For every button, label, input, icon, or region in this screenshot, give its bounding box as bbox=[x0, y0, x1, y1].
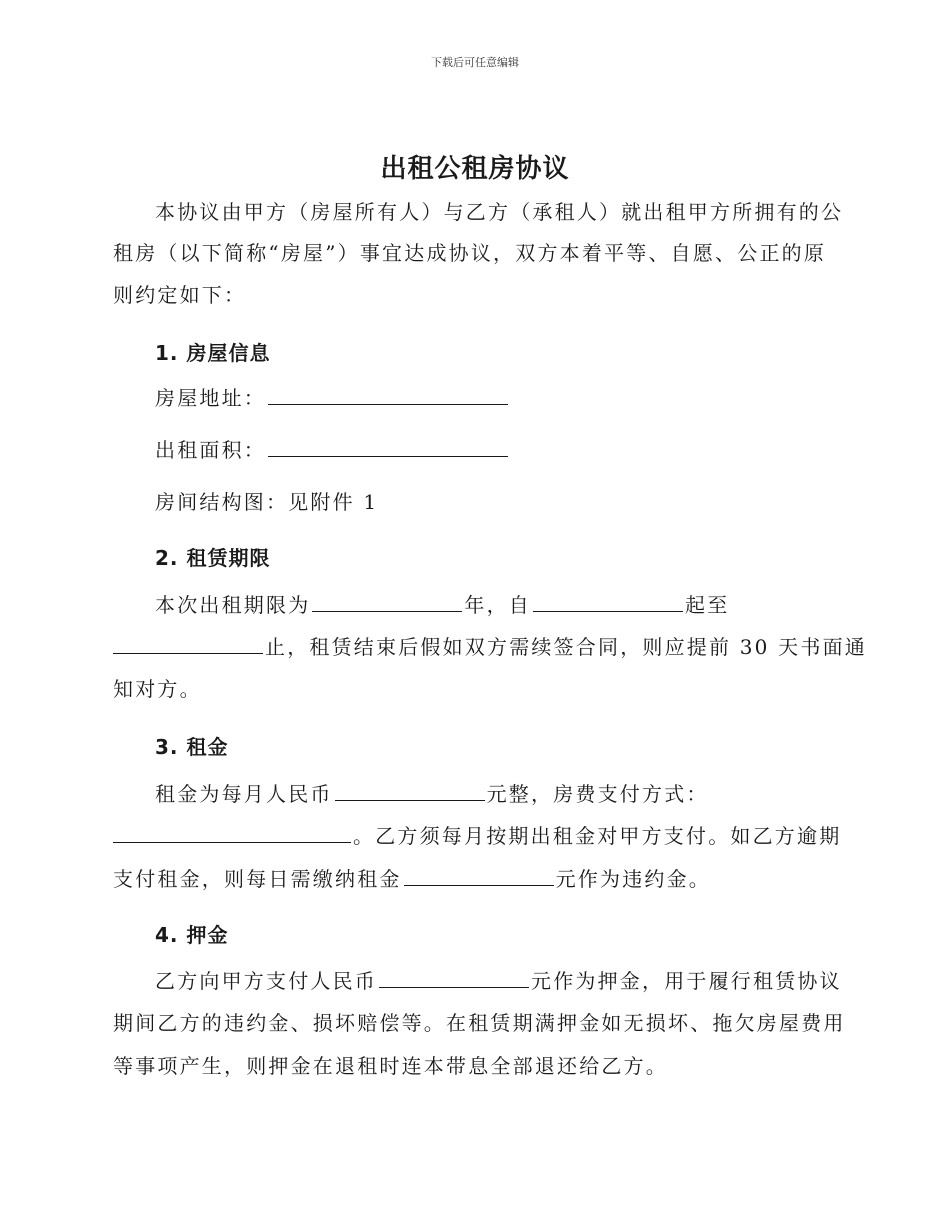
area-label: 出租面积： bbox=[155, 438, 266, 462]
document-title: 出租公租房协议 bbox=[380, 154, 570, 184]
rent-text-a: 租金为每月人民币 bbox=[155, 782, 333, 806]
term-end-blank[interactable] bbox=[113, 635, 263, 654]
section-1-heading: 1. 房屋信息 bbox=[155, 341, 271, 365]
intro-line-3: 则约定如下： bbox=[113, 283, 247, 307]
address-row bbox=[113, 375, 877, 421]
rent-text-b: 元整，房费支付方式： bbox=[486, 782, 709, 806]
deposit-text-a: 乙方向甲方支付人民币 bbox=[155, 969, 377, 993]
penalty-amount-blank[interactable] bbox=[404, 867, 554, 886]
intro-line-1: 本协议由甲方（房屋所有人）与乙方（承租人）就出租甲方所拥有的公 bbox=[155, 200, 844, 224]
address-label: 房屋地址： bbox=[155, 386, 266, 410]
term-start-blank[interactable] bbox=[533, 593, 683, 612]
term-line-2 bbox=[113, 624, 867, 670]
structure-row: 房间结构图：见附件 1 bbox=[155, 490, 379, 514]
page-header-note: 下载后可任意编辑 bbox=[431, 56, 519, 69]
address-blank[interactable] bbox=[268, 386, 508, 405]
deposit-text-b: 元作为押金，用于履行租赁协议 bbox=[531, 969, 842, 993]
intro-line-2: 租房（以下简称“房屋”）事宜达成协议，双方本着平等、自愿、公正的原 bbox=[113, 241, 827, 265]
deposit-amount-blank[interactable] bbox=[379, 969, 529, 988]
rent-line-2 bbox=[113, 813, 842, 859]
rent-amount-blank[interactable] bbox=[335, 782, 485, 801]
term-years-blank[interactable] bbox=[312, 593, 462, 612]
section-4-heading: 4. 押金 bbox=[155, 923, 229, 947]
term-text-c: 起至 bbox=[685, 593, 730, 617]
deposit-line-1 bbox=[113, 958, 877, 1004]
rent-text-c: 。乙方须每月按期出租金对甲方支付。如乙方逾期 bbox=[353, 824, 842, 848]
deposit-line-3: 等事项产生，则押金在退租时连本带息全部退还给乙方。 bbox=[113, 1054, 668, 1078]
term-text-a: 本次出租期限为 bbox=[155, 593, 311, 617]
rent-line-1 bbox=[113, 771, 877, 817]
term-text-b: 年，自 bbox=[464, 593, 532, 617]
payment-method-blank[interactable] bbox=[113, 824, 351, 843]
rent-line-3 bbox=[113, 856, 835, 902]
rent-text-e: 元作为违约金。 bbox=[555, 867, 712, 891]
section-3-heading: 3. 租金 bbox=[155, 735, 229, 759]
area-row bbox=[113, 427, 877, 473]
deposit-line-2: 期间乙方的违约金、损坏赔偿等。在租赁期满押金如无损坏、拖欠房屋费用 bbox=[113, 1011, 846, 1035]
term-text-d: 止，租赁结束后假如双方需续签合同，则应提前 30 天书面通 bbox=[265, 635, 867, 659]
term-line-3: 知对方。 bbox=[113, 677, 202, 701]
rent-text-d: 支付租金，则每日需缴纳租金 bbox=[113, 867, 402, 891]
section-2-heading: 2. 租赁期限 bbox=[155, 546, 271, 570]
area-blank[interactable] bbox=[268, 438, 508, 457]
term-line-1 bbox=[113, 582, 877, 628]
